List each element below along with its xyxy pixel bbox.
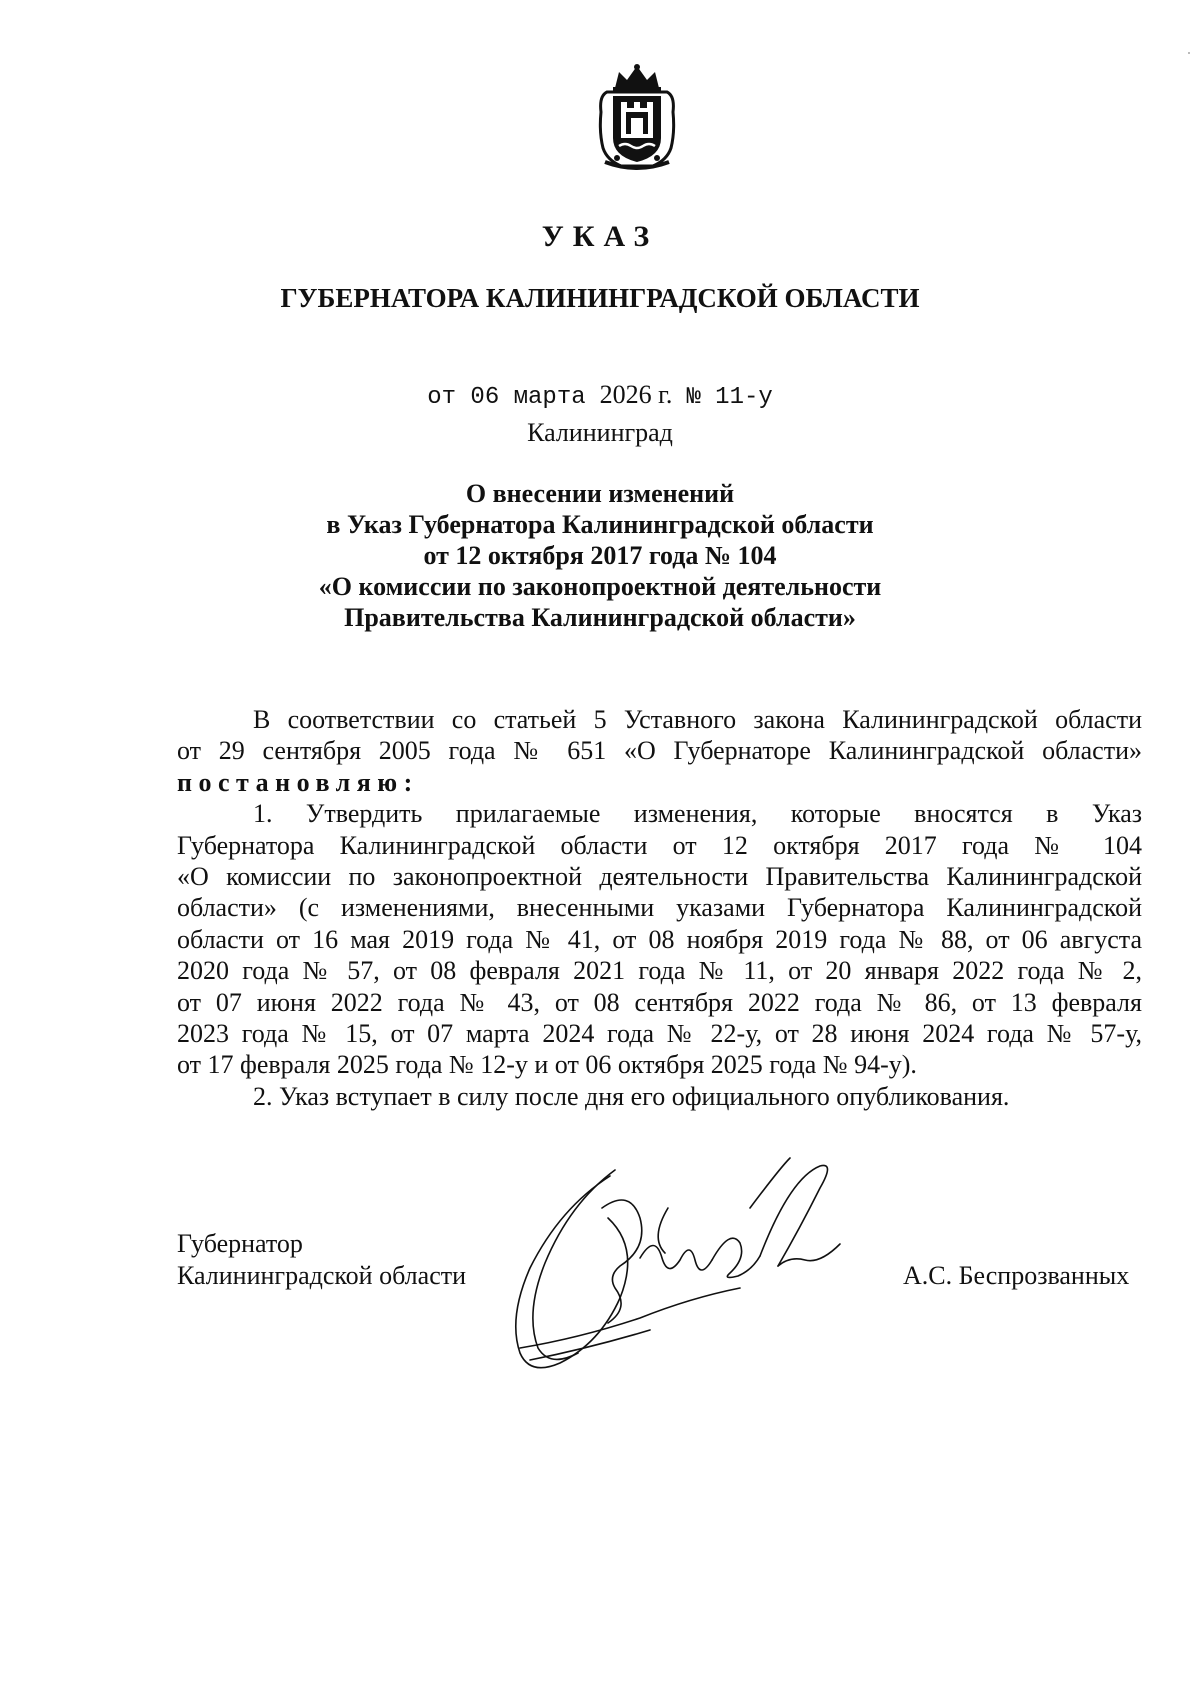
item1-line: от 07 июня 2022 года № 43, от 08 сентября 2022 года № 86, от 13 февраля bbox=[177, 987, 1142, 1017]
item1-line: области» (с изменениями, внесенными указами Губернатора Калининградской bbox=[177, 893, 1142, 923]
signatory-name: А.С. Беспрозванных bbox=[903, 1261, 1130, 1290]
signatory-position bbox=[177, 1228, 466, 1292]
subject-line: «О комиссии по законопроектной деятельности bbox=[318, 572, 882, 601]
date-number-line bbox=[0, 380, 1200, 411]
signatory-position-line: Губернатор bbox=[177, 1229, 303, 1258]
date-prefix: от 06 марта bbox=[427, 384, 586, 411]
signatory-position-line: Калининградской области bbox=[177, 1261, 467, 1290]
subject-line: от 12 октября 2017 года № 104 bbox=[423, 541, 777, 570]
subject-heading bbox=[0, 478, 1200, 633]
item1-line: области от 16 мая 2019 года № 41, от 08 ноября 2019 года № 88, от 06 августа bbox=[177, 924, 1142, 954]
handwritten-signature bbox=[490, 1148, 870, 1378]
preamble-line: от 29 сентября 2005 года № 651 «О Губернаторе Калининградской области» bbox=[177, 736, 1142, 766]
preamble-line: В соответствии со статьей 5 Уставного закона Калининградской области bbox=[253, 705, 1142, 734]
subject-line: в Указ Губернатора Калининградской области bbox=[326, 510, 874, 539]
subject-line: О внесении изменений bbox=[465, 479, 735, 508]
item1-line: от 17 февраля 2025 года № 12-у и от 06 октября 2025 года № 94-у). bbox=[177, 1050, 917, 1080]
item1-line: Губернатора Калининградской области от 12 октября 2017 года № 104 bbox=[177, 830, 1142, 860]
item2-line: 2. Указ вступает в силу после дня его официального опубликования. bbox=[253, 1081, 1010, 1111]
item1-line: 2023 года № 15, от 07 марта 2024 года № 22-у, от 28 июня 2024 года № 57-у, bbox=[177, 1019, 1142, 1049]
item1-line: «О комиссии по законопроектной деятельности Правительства Калининградской bbox=[177, 862, 1142, 892]
city: Калининград bbox=[527, 418, 673, 447]
document-body bbox=[177, 704, 1142, 1112]
decree-word: постановляю: bbox=[177, 767, 419, 797]
document-number: № 11-у bbox=[686, 384, 773, 411]
subject-line: Правительства Калининградской области» bbox=[344, 603, 856, 632]
item1-line: 2020 года № 57, от 08 февраля 2021 года № 11, от 20 января 2022 года № 2, bbox=[177, 956, 1142, 986]
issuer-title: ГУБЕРНАТОРА КАЛИНИНГРАДСКОЙ ОБЛАСТИ bbox=[280, 283, 920, 313]
scan-speck bbox=[1188, 52, 1190, 54]
kaliningrad-coat-of-arms-icon bbox=[593, 62, 681, 174]
item1-line: 1. Утвердить прилагаемые изменения, которые вносятся в Указ bbox=[253, 799, 1142, 829]
document-type-title: УКАЗ bbox=[541, 220, 659, 253]
date-year: 2026 г. bbox=[599, 380, 673, 409]
